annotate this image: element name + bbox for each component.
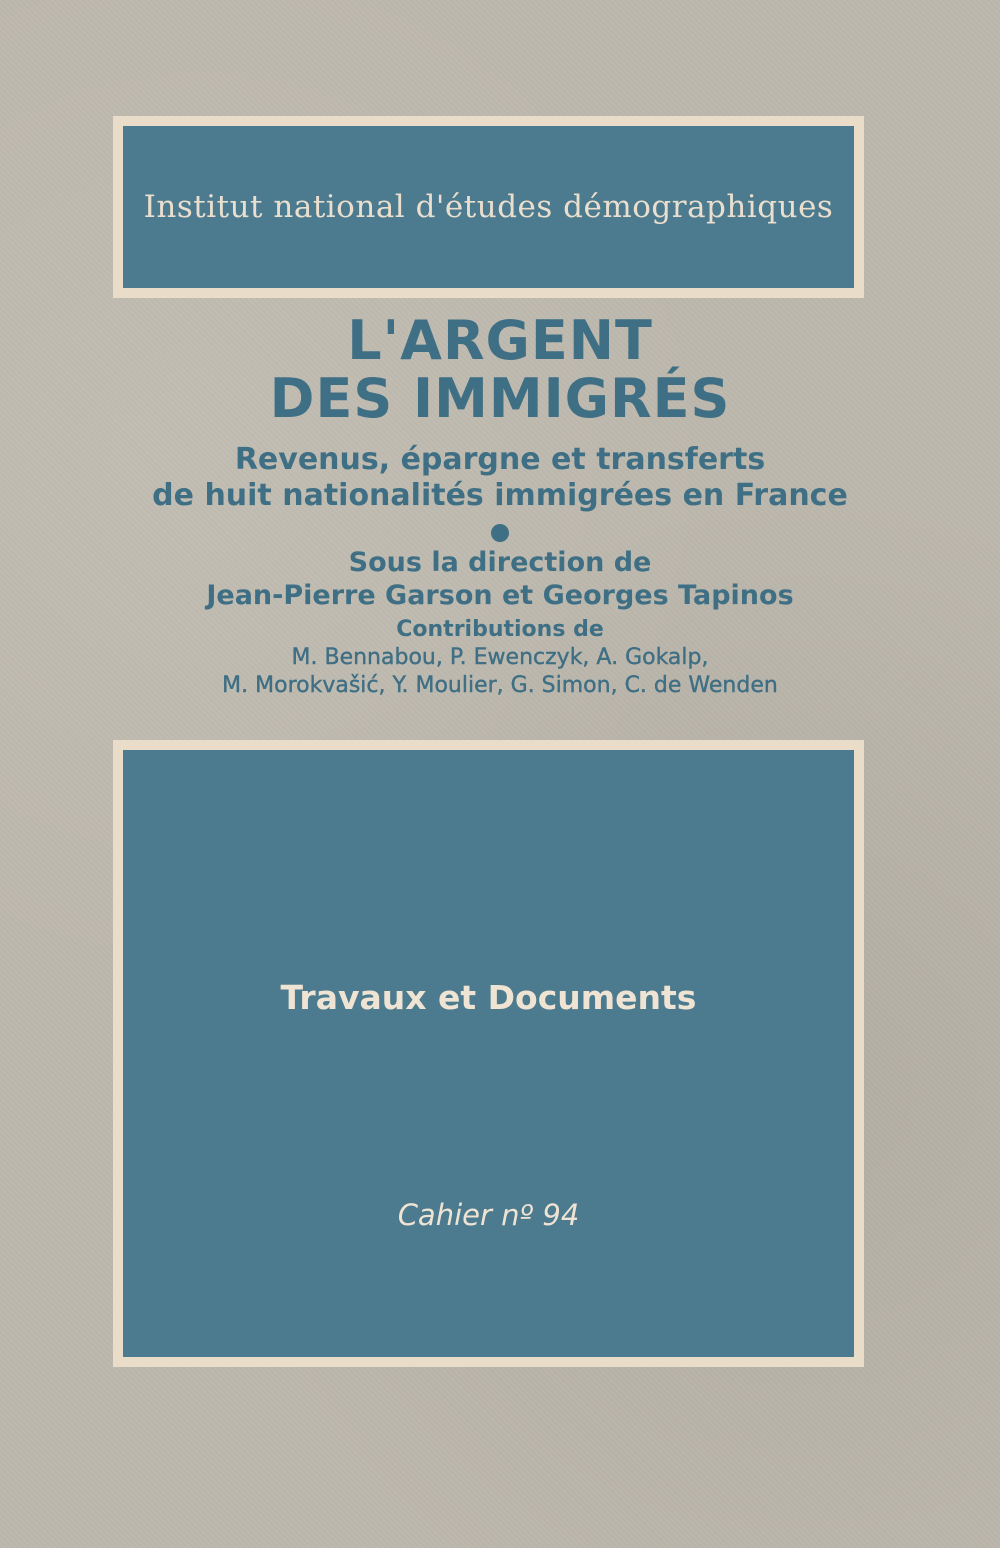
publisher-name: Institut national d'études démographiques (143, 189, 834, 225)
bullet-separator (491, 524, 509, 542)
publisher-panel (113, 116, 864, 298)
series-number: Cahier nº 94 (397, 1198, 580, 1232)
publisher-panel-inner (123, 126, 854, 288)
contributors-line-1: M. Bennabou, P. Ewenczyk, A. Gokalp, (291, 645, 709, 670)
series-title: Travaux et Documents (280, 978, 697, 1017)
subtitle-line-1: Revenus, épargne et transferts (234, 442, 766, 477)
contributions-label: Contributions de (396, 617, 604, 642)
editors-names: Jean-Pierre Garson et Georges Tapinos (206, 580, 794, 611)
title-block (0, 309, 1000, 700)
series-panel (113, 740, 864, 1367)
book-title-line-1: L'ARGENT (347, 309, 653, 372)
book-title-line-2: DES IMMIGRÉS (269, 367, 731, 430)
contributors-line-2: M. Morokvašić, Y. Moulier, G. Simon, C. de Wenden (222, 673, 778, 698)
subtitle-line-2: de huit nationalités immigrées en France (152, 478, 848, 513)
direction-label: Sous la direction de (348, 547, 652, 578)
series-panel-inner (123, 750, 854, 1357)
